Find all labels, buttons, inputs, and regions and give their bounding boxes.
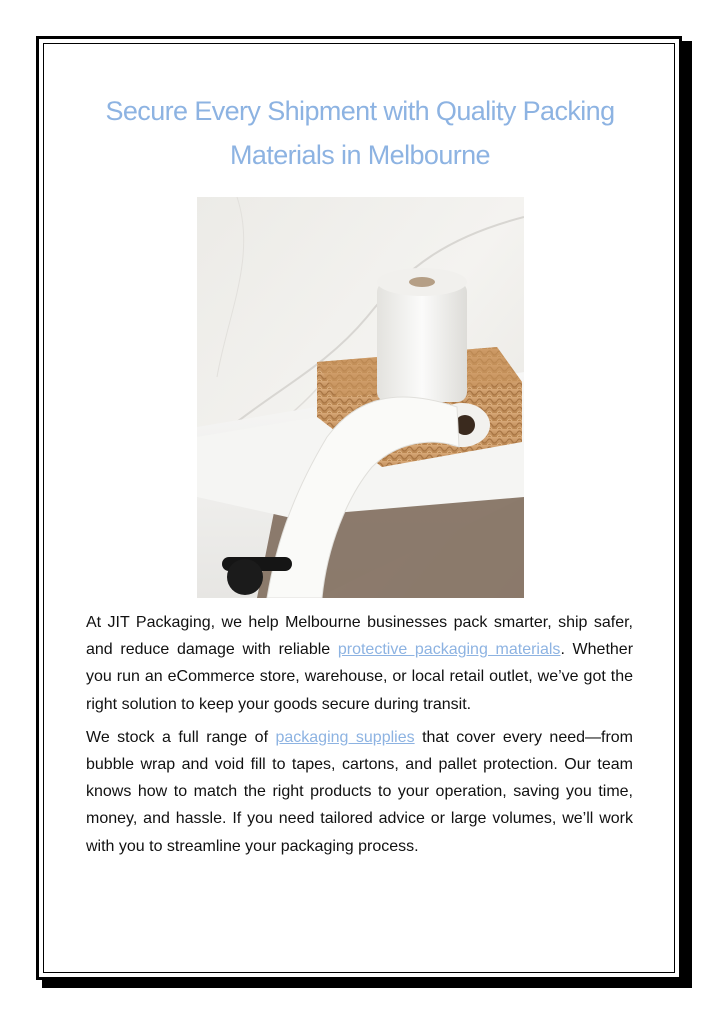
paragraph-intro: [86, 609, 633, 718]
protective-packaging-materials-link[interactable]: protective packaging materials: [337, 641, 561, 659]
packaging-supplies-link[interactable]: packaging supplies: [275, 728, 415, 746]
paragraph-intro-text: At JIT Packaging, we help Melbourne businesses pack smarter, ship safer, and reduce damage with reliable: [86, 614, 633, 659]
paragraph-supplies-text-end: that cover every need—from bubble wrap and void fill to tapes, cartons, and pallet protection. Our team knows how to match the right products to your operation, saving you time, money, and hassle. If you need tailored advice or large volumes, we’ll work with you to streamline your packaging process.: [86, 728, 634, 855]
paragraph-supplies: [86, 724, 633, 860]
page-title: Secure Every Shipment with Quality Packing Materials in Melbourne: [105, 96, 615, 170]
paragraph-intro-text-end: . Whether you run an eCommerce store, warehouse, or local retail outlet, we’ve got the right solution to keep your goods secure during transit.: [86, 641, 634, 713]
body-text: [86, 609, 633, 866]
paragraph-supplies-text: We stock a full range of: [86, 728, 276, 746]
toilet-paper-basket-photo: [197, 197, 524, 598]
